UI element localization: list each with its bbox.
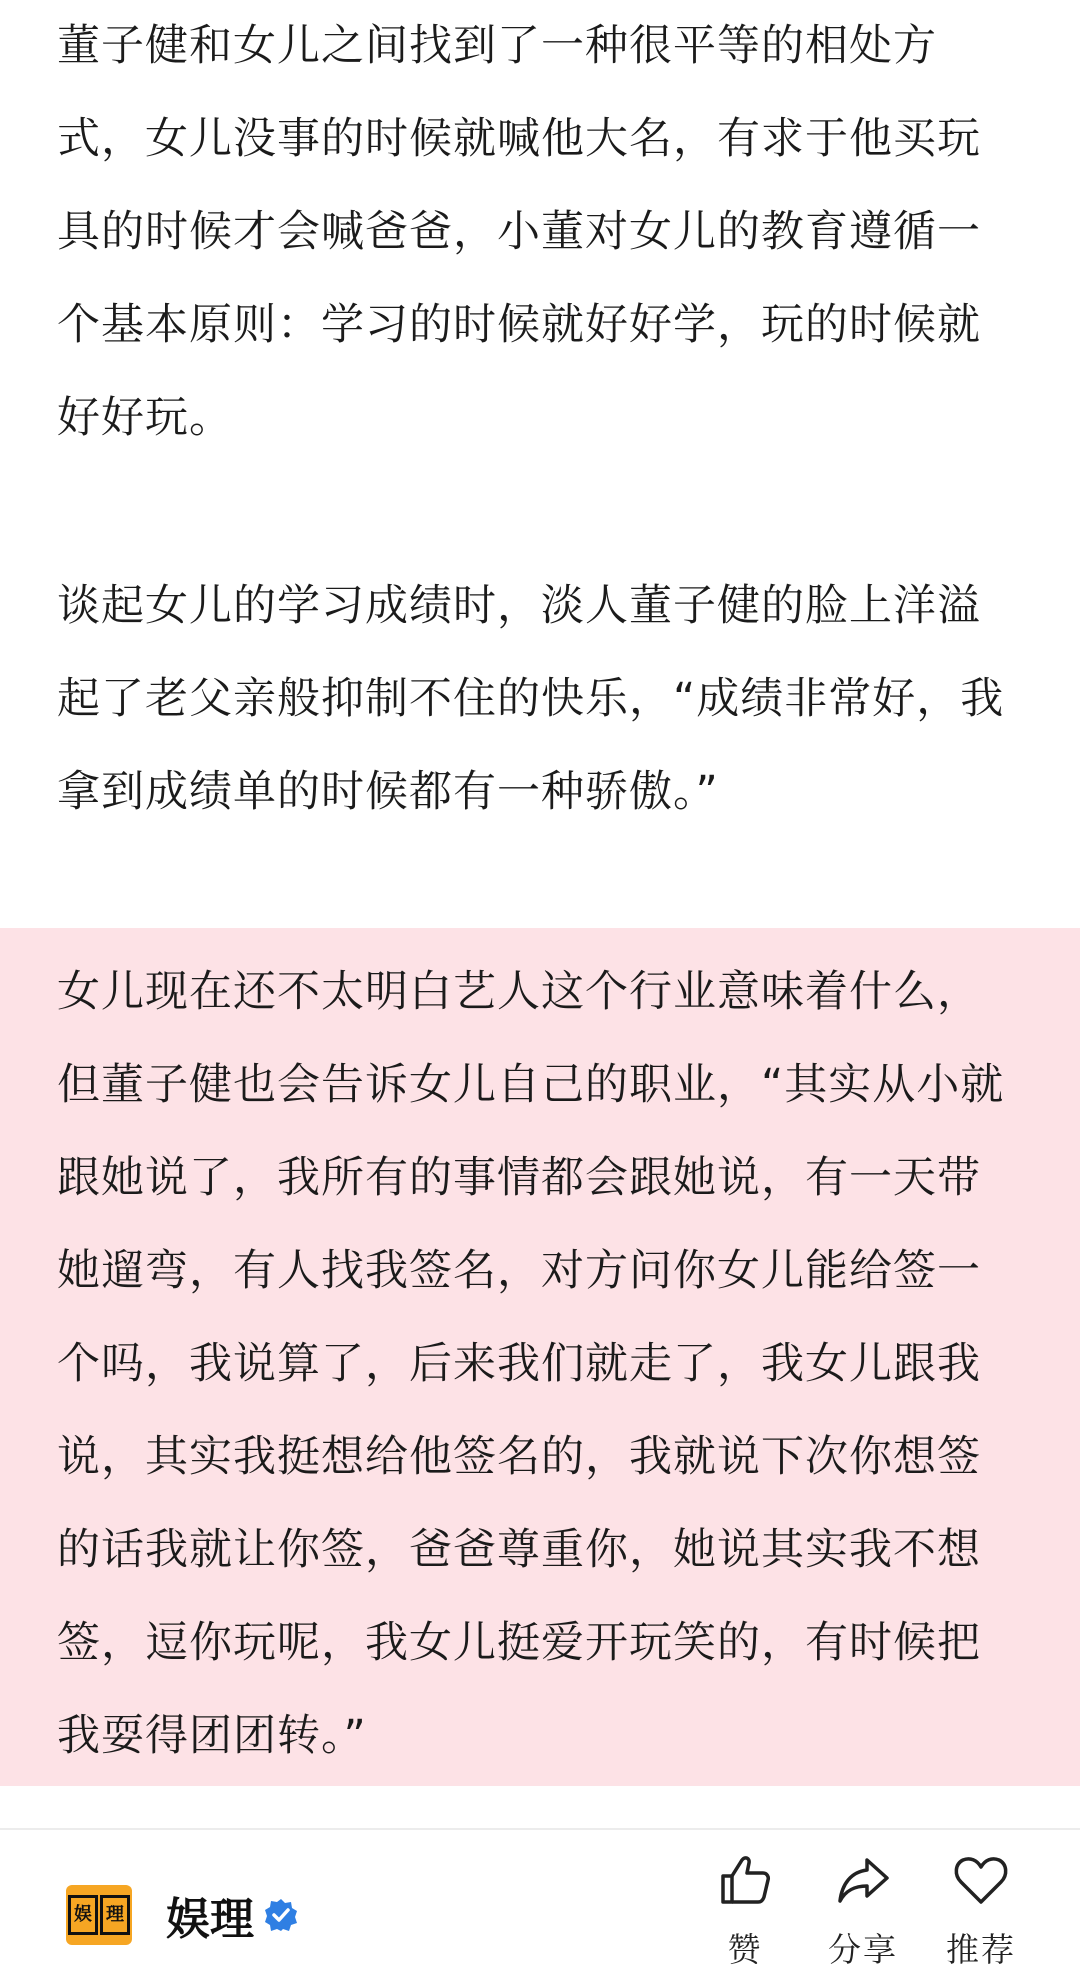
- highlighted-quote-block: [0, 928, 1080, 1786]
- heart-icon: [953, 1852, 1009, 1908]
- share-arrow-icon: [835, 1852, 891, 1908]
- author-name[interactable]: 娱理: [166, 1894, 254, 1945]
- article-footer-bar: [0, 1830, 1080, 1986]
- action-group: [686, 1852, 1040, 1971]
- avatar-char: 娱: [68, 1895, 98, 1935]
- thumbs-up-icon: [717, 1852, 773, 1908]
- like-button[interactable]: [686, 1852, 804, 1971]
- paragraph: 女儿现在还不太明白艺人这个行业意味着什么，但董子健也会告诉女儿自己的职业，“其实从小就跟她说了，我所有的事情都会跟她说，有一天带她遛弯，有人找我签名，对方问你女儿能给签一个吗，我说算了，后来我们就走了，我女儿跟我说，其实我挺想给他签名的，我就说下次你想签的话我就让你签，爸爸尊重你，她说其实我不想签，逗你玩呢，我女儿挺爱开玩笑的，有时候把我耍得团团转。”: [57, 967, 1005, 1761]
- verified-badge-icon: [264, 1898, 298, 1932]
- author-avatar[interactable]: [66, 1885, 132, 1945]
- recommend-label: 推荐: [946, 1930, 1016, 1969]
- recommend-button[interactable]: [922, 1852, 1040, 1971]
- like-label: 赞: [727, 1930, 763, 1969]
- avatar-char: 理: [100, 1895, 130, 1935]
- share-button[interactable]: [804, 1852, 922, 1971]
- paragraph: 董子健和女儿之间找到了一种很平等的相处方式，女儿没事的时候就喊他大名，有求于他买玩具的时候才会喊爸爸，小董对女儿的教育遵循一个基本原则：学习的时候就好好学，玩的时候就好好玩。: [57, 21, 981, 443]
- share-label: 分享: [828, 1930, 898, 1969]
- paragraph: 谈起女儿的学习成绩时，淡人董子健的脸上洋溢起了老父亲般抑制不住的快乐，“成绩非常好，我拿到成绩单的时候都有一种骄傲。”: [57, 581, 1005, 817]
- author-info[interactable]: [66, 1880, 298, 1950]
